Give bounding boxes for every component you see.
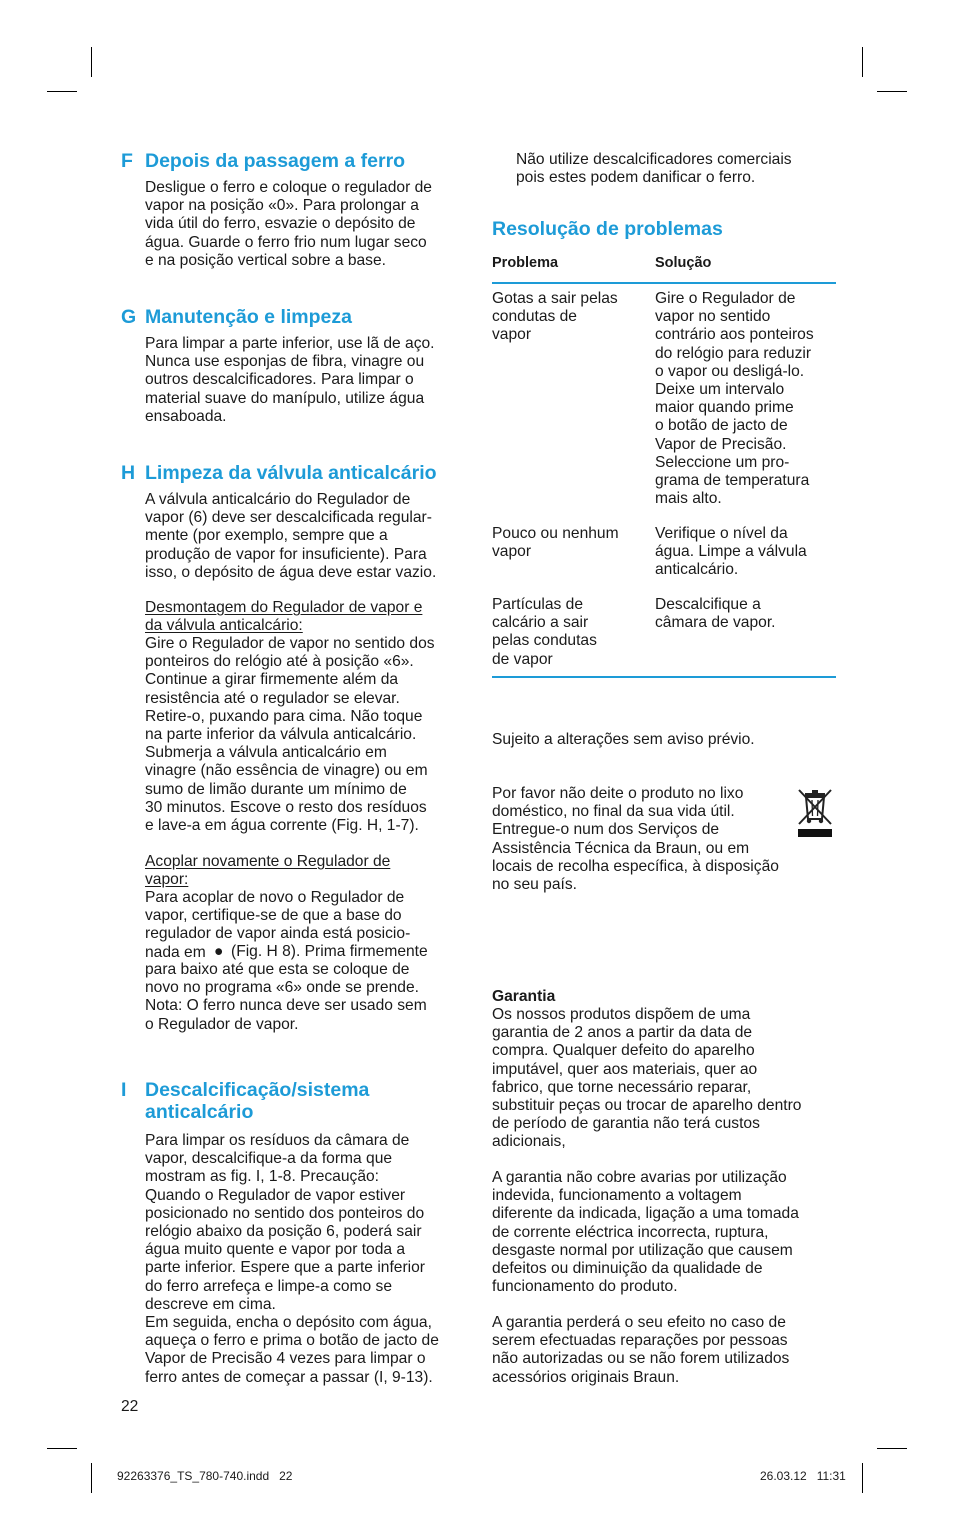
column-header-solution: Solução — [655, 255, 712, 271]
disposal-text: Por favor não deite o produto no lixo doméstico, no final da sua vida útil. Entregue-o num dos Serviços de Assistência Técnica da Braun, ou em locais de recolha específica, à disposição no seu país. — [492, 785, 779, 894]
paragraph: Para limpar a parte inferior, use lã de aço. Nunca use esponjas de fibra, vinagre ou outros descalcificadores. Para limpar o material suave do manípulo, utilize água ensaboada. — [145, 335, 435, 425]
table-cell-solution: Gire o Regulador de vapor no sentido contrário aos ponteiros do relógio para reduzir o vapor ou desligá-lo. Deixe um intervalo maior quando prime o botão de jacto de Vapor de Precisão. Seleccione um pro- grama de temperatura mais alto. — [655, 290, 814, 508]
section-letter: H — [121, 462, 136, 484]
footer-file-info: 92263376_TS_780-740.indd 22 — [117, 1469, 293, 1483]
column-header-problem: Problema — [492, 255, 559, 271]
crop-mark — [877, 1448, 907, 1449]
table-cell-solution: Verifique o nível da água. Limpe a válvula anticalcário. — [655, 525, 807, 579]
table-header-rule — [492, 282, 836, 284]
footer-timestamp: 26.03.12 11:31 — [760, 1469, 846, 1483]
paragraph: A garantia perderá o seu efeito no caso de serem efectuadas reparações por pessoas não autorizadas ou se não forem utilizados acessórios originais Braun. — [492, 1314, 790, 1386]
table-cell-problem: Gotas a sair pelas condutas de vapor — [492, 290, 618, 344]
table-cell-problem: Partículas de calcário a sair pelas condutas de vapor — [492, 596, 597, 668]
table-cell-solution: Descalcifique a câmara de vapor. — [655, 596, 776, 632]
section-h-body — [145, 491, 475, 1051]
crop-mark — [47, 91, 77, 92]
section-title: Manutenção e limpeza — [145, 306, 352, 328]
paragraph: Para limpar os resíduos da câmara de vapor, descalcifique-a da forma que mostram as fig. I, 1-8. Precaução: Quando o Regulador de vapor estiver posicionado no sentido dos ponteiros do relógio abaixo da posição 6, poderá sair água muito quente e vapor por toda a parte inferior. Espere que a parte inferior do ferro arrefeça e limpe-a como se descreve em cima. Em seguida, encha o depósito com água, aqueça o ferro e prima o botão de jacto de Vapor de Precisão 4 vezes para limpar o ferro antes de começar a passar (I, 9-13). — [145, 1132, 439, 1386]
troubleshooting-table — [492, 252, 836, 682]
crop-mark — [91, 1463, 92, 1493]
subheading-reattach: Acoplar novamente o Regulador de vapor: — [145, 853, 391, 889]
troubleshooting-heading: Resolução de problemas — [492, 218, 723, 240]
subheading-dismount: Desmontagem do Regulador de vapor e da válvula anticalcário: — [145, 599, 423, 635]
table-bottom-rule — [492, 676, 836, 678]
paragraph: Desligue o ferro e coloque o regulador de vapor na posição «0». Para prolongar a vida útil do ferro, esvazie o depósito de água. Guarde o ferro frio num lugar seco e na posição vertical sobre a base. — [145, 179, 432, 269]
paragraph: Para acoplar de novo o Regulador de vapor, certifique-se de que a base do regulador de vapor ainda está posicio- nada em — [145, 889, 411, 961]
crop-mark — [862, 1463, 863, 1493]
paragraph: Os nossos produtos dispõem de uma garantia de 2 anos a partir da data de compra. Qualquer defeito do aparelho imputável, quer aos materiais, quer ao fabrico, que torne necessário reparar, substituir peças ou trocar de aparelho dentro de período de garantia não terá custos adicionais, — [492, 1006, 802, 1151]
crop-mark — [47, 1448, 77, 1449]
paragraph: para baixo até que esta se coloque de novo no programa «6» onde se prende. Nota: O ferro nunca deve ser usado sem o Regulador de vapor. — [145, 961, 427, 1033]
section-title: Depois da passagem a ferro — [145, 150, 406, 172]
paragraph-inline: (Fig. H 8). Prima firmemente — [231, 943, 428, 960]
page-number: 22 — [121, 1398, 139, 1415]
steam-position-symbol: ● — [214, 943, 224, 960]
section-letter: F — [121, 150, 133, 172]
section-letter: G — [121, 306, 137, 328]
crop-mark — [862, 47, 863, 77]
crop-mark — [877, 91, 907, 92]
table-cell-problem: Pouco ou nenhum vapor — [492, 525, 619, 561]
warranty-title: Garantia — [492, 988, 556, 1005]
paragraph: A válvula anticalcário do Regulador de vapor (6) deve ser descalcificada regular- mente (por exemplo, sempre que a produção de vapor for insuficiente). Para isso, o depósito de água deve estar vazio. — [145, 491, 437, 581]
crossed-out-wheelie-bin-icon — [796, 787, 834, 839]
section-letter: I — [121, 1079, 127, 1101]
paragraph: Não utilize descalcificadores comerciais pois estes podem danificar o ferro. — [516, 151, 792, 187]
section-title: Descalcificação/sistema anticalcário — [145, 1079, 370, 1123]
paragraph: A garantia não cobre avarias por utilização indevida, funcionamento a voltagem diferente da indicada, ligação a uma tomada de corrente eléctrica incorrecta, ruptura, desgaste normal por utilização que causem defeitos ou diminuição da qualidade de funcionamento do produto. — [492, 1169, 799, 1296]
section-title: Limpeza da válvula anticalcário — [145, 462, 437, 484]
notice-text: Sujeito a alterações sem aviso prévio. — [492, 731, 755, 748]
warranty-block — [492, 988, 836, 1388]
paragraph: Gire o Regulador de vapor no sentido dos ponteiros do relógio até à posição «6». Continue a girar firmemente além da resistência até o regulador se elevar. Retire-o, puxando para cima. Não toque na parte inferior da válvula anticalcário. Submerja a válvula anticalcário em vinagre (não essência de vinagre) ou em sumo de limão durante um mínimo de 30 minutos. Escove o resto dos resíduos e lave-a em água corrente (Fig. H, 1-7). — [145, 635, 435, 835]
crop-mark — [91, 47, 92, 77]
